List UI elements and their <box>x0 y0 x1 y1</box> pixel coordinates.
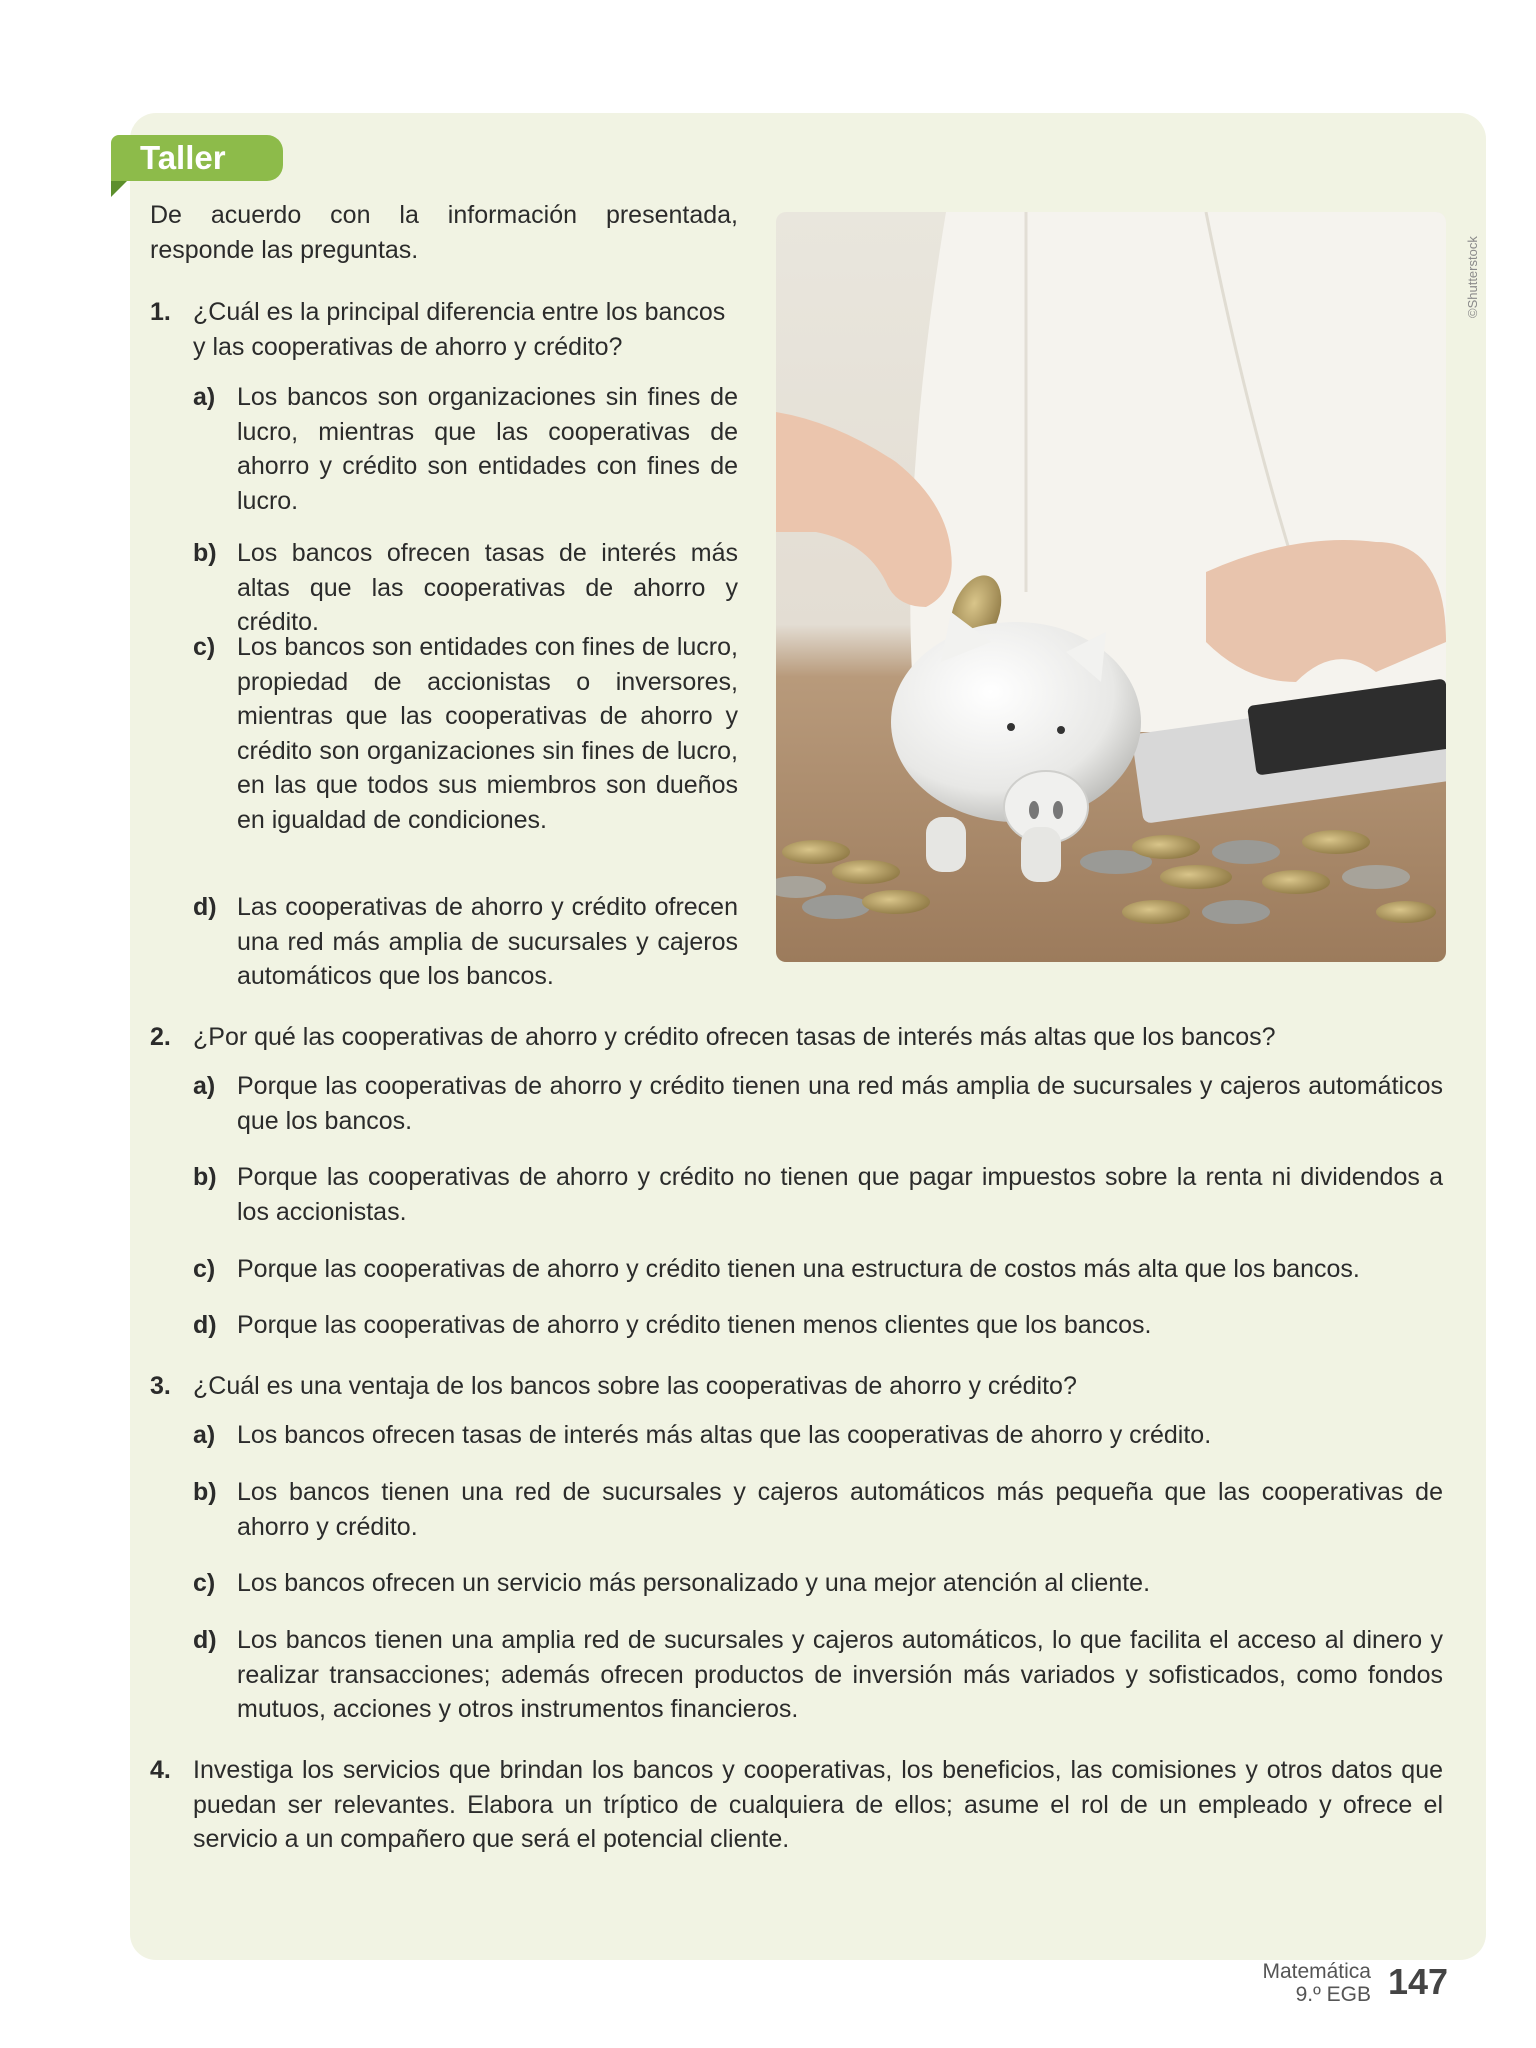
option-letter: c) <box>193 1255 216 1283</box>
option-letter: c) <box>193 633 216 661</box>
footer-label <box>1262 1960 1371 2006</box>
question-number: 1. <box>150 298 171 326</box>
option-text: Los bancos tienen una amplia red de sucursales y cajeros automáticos, lo que facilita el acceso al dinero y realizar transacciones; además ofrecen productos de inversión más variados y sofisticados, como fondos mutuos, acciones y otros instrumentos financieros. <box>237 1626 1443 1723</box>
tab-fold <box>111 181 127 197</box>
question-text: ¿Por qué las cooperativas de ahorro y crédito ofrecen tasas de interés más altas que los bancos? <box>193 1023 1276 1051</box>
option-letter: d) <box>193 1626 217 1654</box>
photo-credit: ©Shutterstock <box>1465 236 1480 318</box>
option-text: Los bancos ofrecen un servicio más personalizado y una mejor atención al cliente. <box>237 1569 1151 1597</box>
option-letter: c) <box>193 1569 216 1597</box>
option-text: Porque las cooperativas de ahorro y crédito tienen menos clientes que los bancos. <box>237 1311 1152 1339</box>
option-letter: a) <box>193 1421 216 1449</box>
option-text: Las cooperativas de ahorro y crédito ofrecen una red más amplia de sucursales y cajeros automáticos que los bancos. <box>237 893 738 990</box>
option-letter: b) <box>193 1163 217 1191</box>
option-text: Los bancos tienen una red de sucursales y cajeros automáticos más pequeña que las cooperativas de ahorro y crédito. <box>237 1478 1443 1541</box>
option-text: Los bancos ofrecen tasas de interés más altas que las cooperativas de ahorro y crédito. <box>237 1421 1212 1449</box>
option-text: Porque las cooperativas de ahorro y crédito tienen una estructura de costos más alta que los bancos. <box>237 1255 1360 1283</box>
option-letter: b) <box>193 1478 217 1506</box>
intro-text: De acuerdo con la información presentada, responde las preguntas. <box>150 201 738 264</box>
piggy-bank-photo <box>776 212 1446 962</box>
question-text: ¿Cuál es una ventaja de los bancos sobre las cooperativas de ahorro y crédito? <box>193 1372 1077 1400</box>
footer-grade: 9.º EGB <box>1295 1983 1371 2006</box>
page-number: 147 <box>1388 1961 1449 2002</box>
question-text: ¿Cuál es la principal diferencia entre los bancos y las cooperativas de ahorro y crédito? <box>193 298 726 361</box>
question-number: 4. <box>150 1756 171 1784</box>
option-letter: d) <box>193 893 217 921</box>
option-text: Porque las cooperativas de ahorro y crédito tienen una red más amplia de sucursales y cajeros automáticos que los bancos. <box>237 1072 1443 1135</box>
footer-subject: Matemática <box>1262 1960 1371 1983</box>
option-letter: a) <box>193 1072 216 1100</box>
option-letter: a) <box>193 383 216 411</box>
option-letter: b) <box>193 539 217 567</box>
option-text: Los bancos ofrecen tasas de interés más altas que las cooperativas de ahorro y crédito. <box>237 539 738 636</box>
section-tab: Taller <box>111 135 283 181</box>
option-text: Porque las cooperativas de ahorro y crédito no tienen que pagar impuestos sobre la renta ni dividendos a los accionistas. <box>237 1163 1443 1226</box>
option-text: Los bancos son organizaciones sin fines de lucro, mientras que las cooperativas de ahorro y crédito son entidades con fines de lucro. <box>237 383 738 515</box>
question-number: 3. <box>150 1372 171 1400</box>
option-letter: d) <box>193 1311 217 1339</box>
option-text: Los bancos son entidades con fines de lucro, propiedad de accionistas o inversores, mientras que las cooperativas de ahorro y crédito son organizaciones sin fines de lucro, en las que todos sus miembros son dueños en igualdad de condiciones. <box>237 633 738 834</box>
question-text: Investiga los servicios que brindan los bancos y cooperativas, los beneficios, las comisiones y otros datos que puedan ser relevantes. Elabora un tríptico de cualquiera de ellos; asume el rol de un empleado y ofrece el servicio a un compañero que será el potencial cliente. <box>193 1756 1443 1853</box>
question-number: 2. <box>150 1023 171 1051</box>
